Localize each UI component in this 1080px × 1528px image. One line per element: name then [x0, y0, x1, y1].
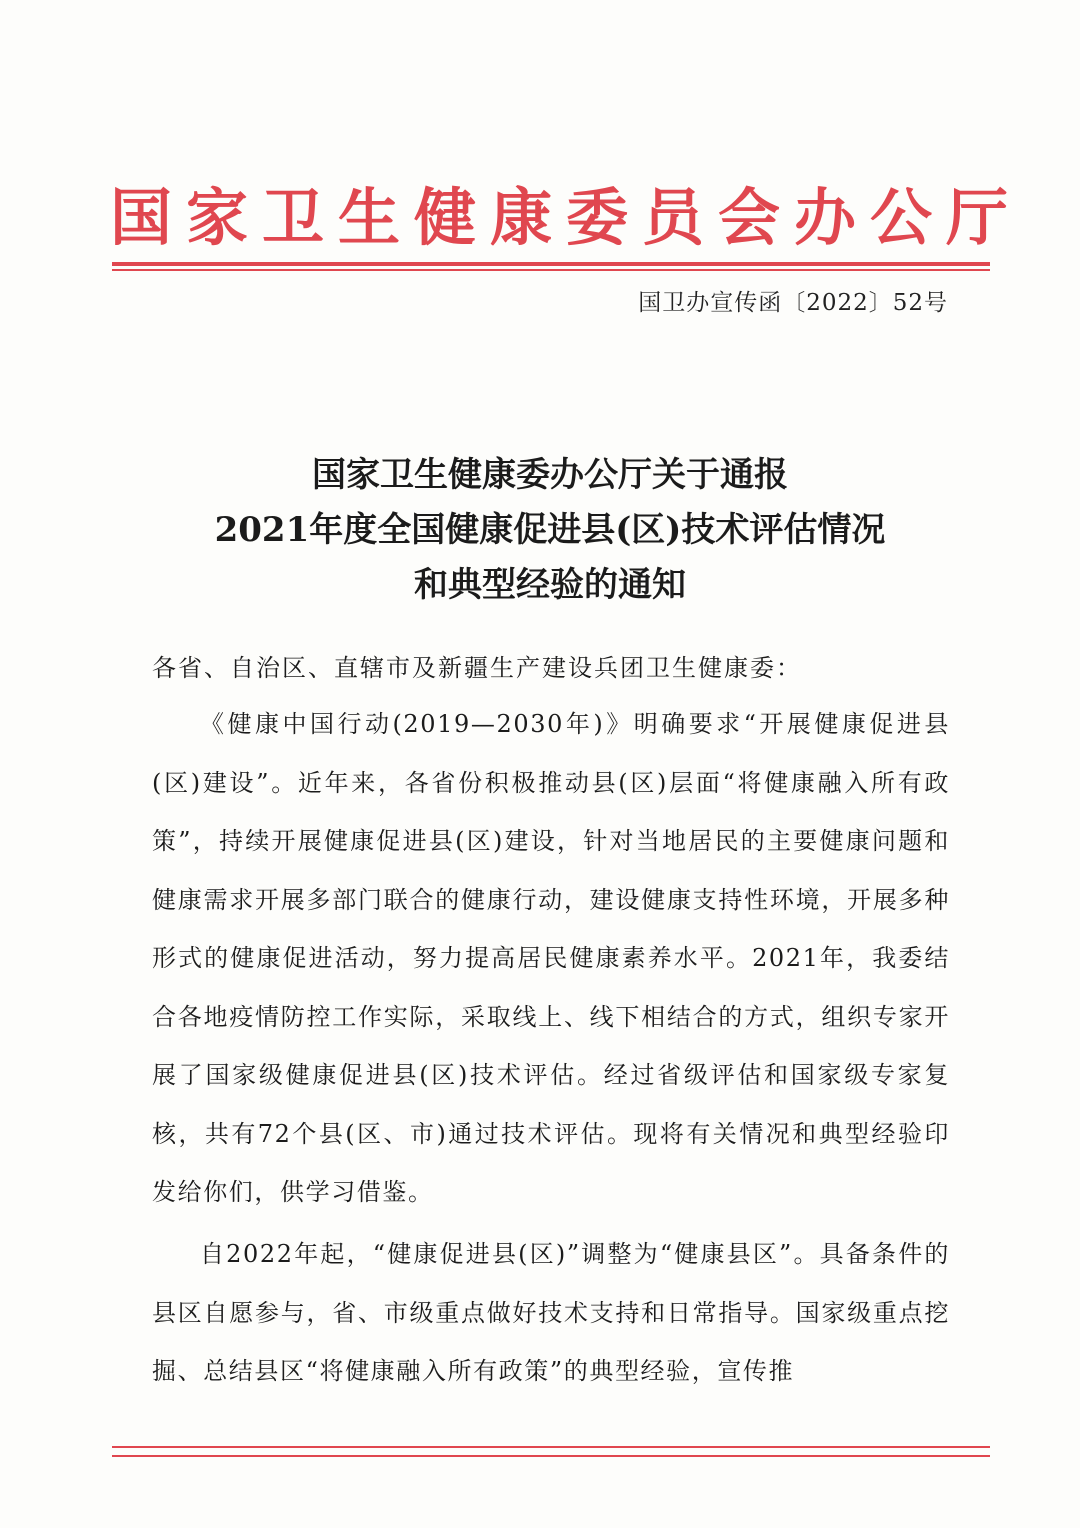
header-red-rule-thin — [112, 269, 990, 271]
salutation: 各省、自治区、直辖市及新疆生产建设兵团卫生健康委： — [152, 654, 802, 682]
notice-title-line-1: 国家卫生健康委办公厅关于通报 — [312, 455, 788, 495]
notice-title-line-3: 和典型经验的通知 — [414, 565, 686, 605]
notice-title-line-2: 2021年度全国健康促进县(区)技术评估情况 — [214, 510, 886, 550]
document-number: 国卫办宣传函〔2022〕52号 — [638, 290, 948, 316]
issuing-authority-header: 国家卫生健康委员会办公厅 — [110, 181, 1023, 254]
footer-red-rule-upper — [112, 1446, 990, 1448]
footer-red-rule-lower — [112, 1455, 990, 1457]
notice-title — [110, 448, 990, 613]
body-paragraph-1: 《健康中国行动(2019—2030年)》明确要求“开展健康促进县(区)建设”。近年来，各省份积极推动县(区)层面“将健康融入所有政策”，持续开展健康促进县(区)建设，针对当地居民的主要健康问题和健康需求开展多部门联合的健康行动，建设健康支持性环境，开展多种形式的健康促进活动，努力提高居民健康素养水平。2021年，我委结合各地疫情防控工作实际，采取线上、线下相结合的方式，组织专家开展了国家级健康促进县(区)技术评估。经过省级评估和国家级专家复核，共有72个县(区、市)通过技术评估。现将有关情况和典型经验印发给你们，供学习借鉴。 — [152, 710, 950, 1206]
body-paragraph-2: 自2022年起，“健康促进县(区)”调整为“健康县区”。具备条件的县区自愿参与，省、市级重点做好技术支持和日常指导。国家级重点挖掘、总结县区“将健康融入所有政策”的典型经验，宣传推 — [152, 1240, 950, 1385]
header-red-rule-thick — [112, 262, 990, 266]
